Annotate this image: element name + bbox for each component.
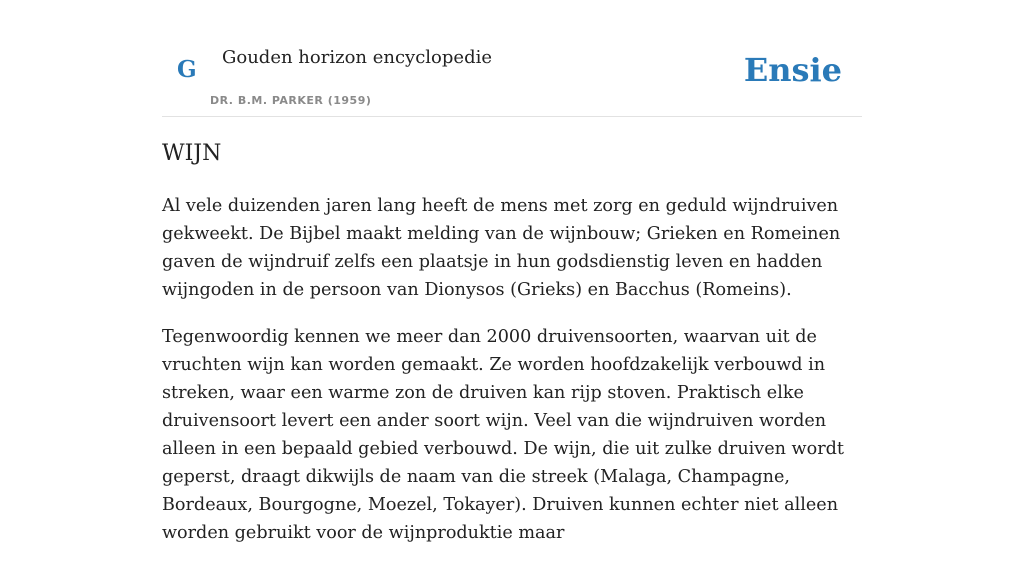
- ensie-logo[interactable]: Ensie: [743, 51, 842, 89]
- page: [162, 0, 862, 543]
- book-title-link[interactable]: Gouden horizon encyclopedie: [222, 47, 492, 68]
- entry-header: [162, 0, 862, 117]
- entry-paragraph: Tegenwoordig kennen we meer dan 2000 druivensoorten, waarvan uit de vruchten wijn kan worden gemaakt. Ze worden hoofdzakelijk verbouwd in streken, waar een warme zon de druiven kan rijp stoven. Praktisch elke druivensoort levert een ander soort wijn. Veel van die wijndruiven worden alleen in een bepaald gebied verbouwd. De wijn, die uit zulke druiven wordt geperst, draagt dikwijls de naam van die streek (Malaga, Champagne, Bordeaux, Bourgogne, Moezel, Tokayer). Druiven kunnen echter niet alleen worden gebruikt voor de wijnproduktie maar: [162, 327, 844, 543]
- entry-paragraph: Al vele duizenden jaren lang heeft de mens met zorg en geduld wijndruiven gekweekt. De Bijbel maakt melding van de wijnbouw; Grieken en Romeinen gaven de wijndruif zelfs een plaatsje in hun godsdienstig leven en hadden wijngoden in de persoon van Dionysos (Grieks) en Bacchus (Romeins).: [162, 196, 841, 300]
- entry-body: [162, 192, 862, 566]
- book-initial-icon[interactable]: G: [177, 56, 197, 83]
- book-author: DR. B.M. PARKER (1959): [210, 94, 372, 107]
- entry-title: WIJN: [162, 141, 222, 166]
